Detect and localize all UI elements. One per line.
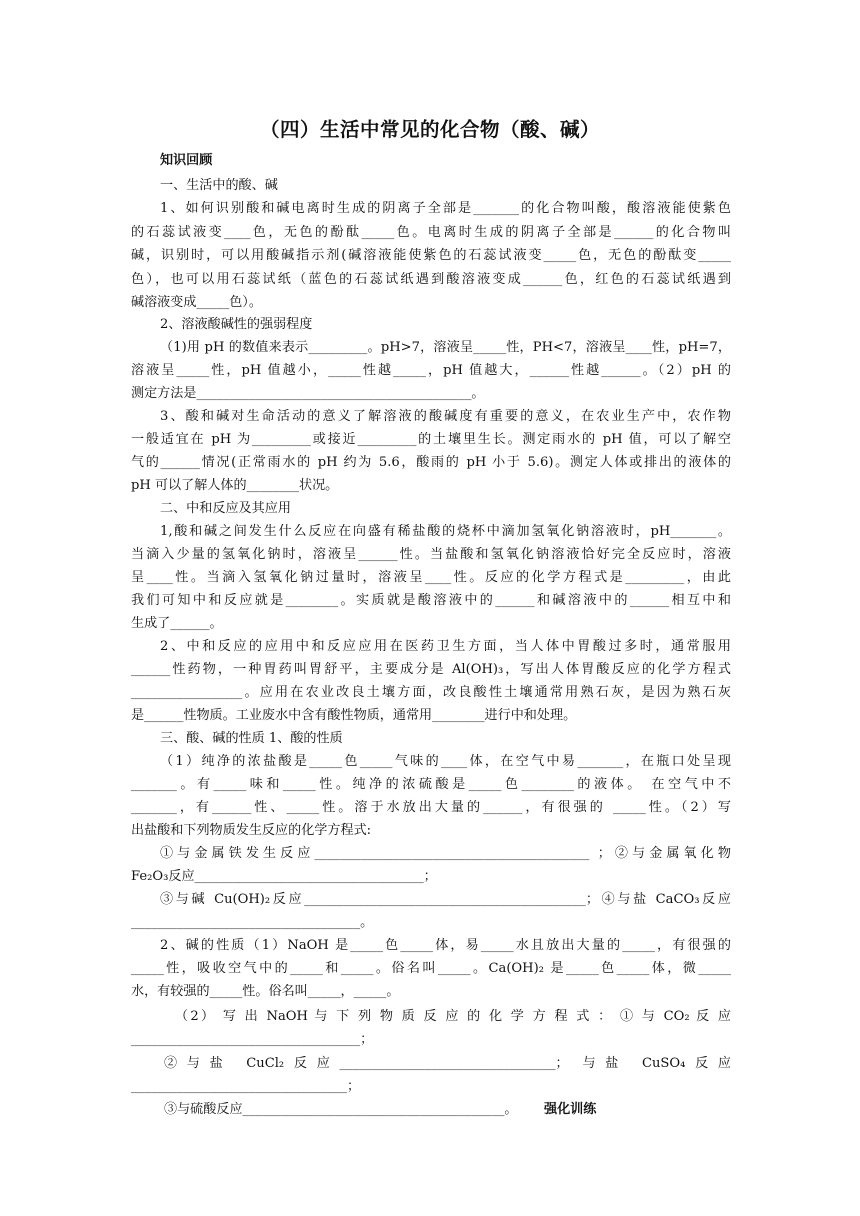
text-line: （1）纯净的浓盐酸是_____色_____气味的____体，在空气中易_______，在瓶口处呈现	[160, 754, 731, 769]
text-line: 出盐酸和下列物质发生反应的化学方程式:	[131, 823, 372, 838]
text-line: 气的______情况(正常雨水的 pH 约为 5.6，酸雨的 pH 小于 5.6)。测定人体或排出的液体的	[131, 455, 731, 470]
text-line: _________________。应用在农业改良土壤方面，改良酸性土壤通常用熟石灰，是因为熟石灰	[131, 685, 731, 700]
text-line: _______，有______性、_____性。溶于水放出大量的______，有很强的 _____性。（2）写	[131, 800, 731, 815]
text-line: 溶液呈_____性，pH 值越小，_____性越_____，pH 值越大，______性越______。（2）pH 的	[131, 363, 731, 378]
text-line: 生成了______。	[131, 616, 223, 631]
text-line: 当滴入少量的氢氧化钠时，溶液呈______性。当盐酸和氢氧化钠溶液恰好完全反应时，溶液	[131, 547, 731, 562]
page-title: （四）生活中常见的化合物（酸、碱）	[259, 118, 600, 141]
text-line: pH 可以了解人体的________状况。	[131, 478, 339, 493]
text-line: ______性药物，一种胃药叫胃舒平，主要成分是 Al(OH)₃，写出人体胃酸反应的化学方程式	[131, 662, 731, 677]
text-line: ①与金属铁发生反应__________________________________________ ；②与金属氧化物	[160, 846, 731, 861]
text-line: _________________________________；	[131, 1079, 361, 1094]
text-line: 是______性物质。工业废水中含有酸性物质，通常用________进行中和处理。	[131, 708, 577, 723]
text-line: Fe₂O₃反应___________________________________；	[131, 869, 437, 884]
text-line: （2） 写 出 NaOH 与 下 列 物 质 反 应 的 化 学 方 程 式 ： ① 与 CO₂ 反 应	[175, 1009, 731, 1024]
text-line: 1、如何识别酸和碱电离时生成的阴离子全部是_______的化合物叫酸，酸溶液能使紫色	[160, 201, 731, 216]
text-line: 一般适宜在 pH 为_________或接近_________的土壤里生长。测定雨水的 pH 值，可以了解空	[131, 432, 731, 447]
text-line: 3、酸和碱对生命活动的意义了解溶液的酸碱度有重要的意义，在农业生产中，农作物	[160, 409, 731, 424]
text-line: 2、中和反应的应用中和反应应用在医药卫生方面，当人体中胃酸过多时，通常服用	[160, 639, 731, 654]
text-line: ③与碱 Cu(OH)₂反应___________________________________________；④与盐 CaCO₃反应	[160, 892, 731, 907]
text-line: 碱溶液变成_____色）。	[131, 295, 262, 310]
section-heading-properties: 三、酸、碱的性质 1、酸的性质	[160, 731, 343, 746]
text-line: 1,酸和碱之间发生什么反应在向盛有稀盐酸的烧杯中滴加氢氧化钠溶液时，pH_______。	[160, 524, 731, 539]
text-line: ___________________________________。	[131, 915, 374, 930]
text-line: 碱，识别时，可以用酸碱指示剂(碱溶液能使紫色的石蕊试液变_____色，无色的酚酞变_____	[131, 248, 731, 263]
text-line: ___________________________________；	[131, 1032, 374, 1047]
text-line: ②与盐 CuCl₂反应_________________________________； 与盐 CuSO₄反应	[164, 1056, 731, 1071]
section-heading-acid-base: 一、生活中的酸、碱	[160, 178, 278, 193]
section-heading-training: 强化训练	[544, 1102, 597, 1117]
section-heading-review: 知识回顾	[160, 153, 213, 168]
section-heading-neutralization: 二、中和反应及其应用	[160, 501, 291, 516]
text-line: 测定方法是__________________________________________。	[131, 386, 485, 401]
text-line: 呈____性。当滴入氢氧化钠过量时，溶液呈____性。反应的化学方程式是_________，由此	[131, 570, 731, 585]
text-line: 色），也可以用石蕊试纸（蓝色的石蕊试纸遇到酸溶液变成______色，红色的石蕊试纸遇到	[131, 272, 731, 287]
text-line: 水，有较强的_____性。俗名叫_____，_____。	[131, 984, 400, 999]
subheading-ph: 2、溶液酸碱性的强弱程度	[160, 317, 313, 332]
text-line: 的石蕊试液变____色，无色的酚酞_____色。电离时生成的阴离子全部是______的化合物叫	[131, 225, 731, 240]
text-line: ③与硫酸反应________________________________________。	[164, 1102, 518, 1117]
text-line: _______。有_____味和_____性。纯净的浓硫酸是_____色________的液体。 在空气中不	[131, 777, 731, 792]
text-line: （1)用 pH 的数值来表示_________。pH>7，溶液呈_____性，PH<7，溶液呈____性，pH=7，	[160, 340, 731, 355]
text-line: _____性，吸收空气中的_____和_____。俗名叫_____。Ca(OH)₂ 是_____色_____体，微_____	[131, 961, 731, 976]
text-line: 2、碱的性质（1）NaOH 是_____色_____体，易_____水且放出大量的_____，有很强的	[160, 938, 731, 953]
text-line: 我们可知中和反应就是________。实质就是酸溶液中的______和碱溶液中的______相互中和	[131, 593, 731, 608]
